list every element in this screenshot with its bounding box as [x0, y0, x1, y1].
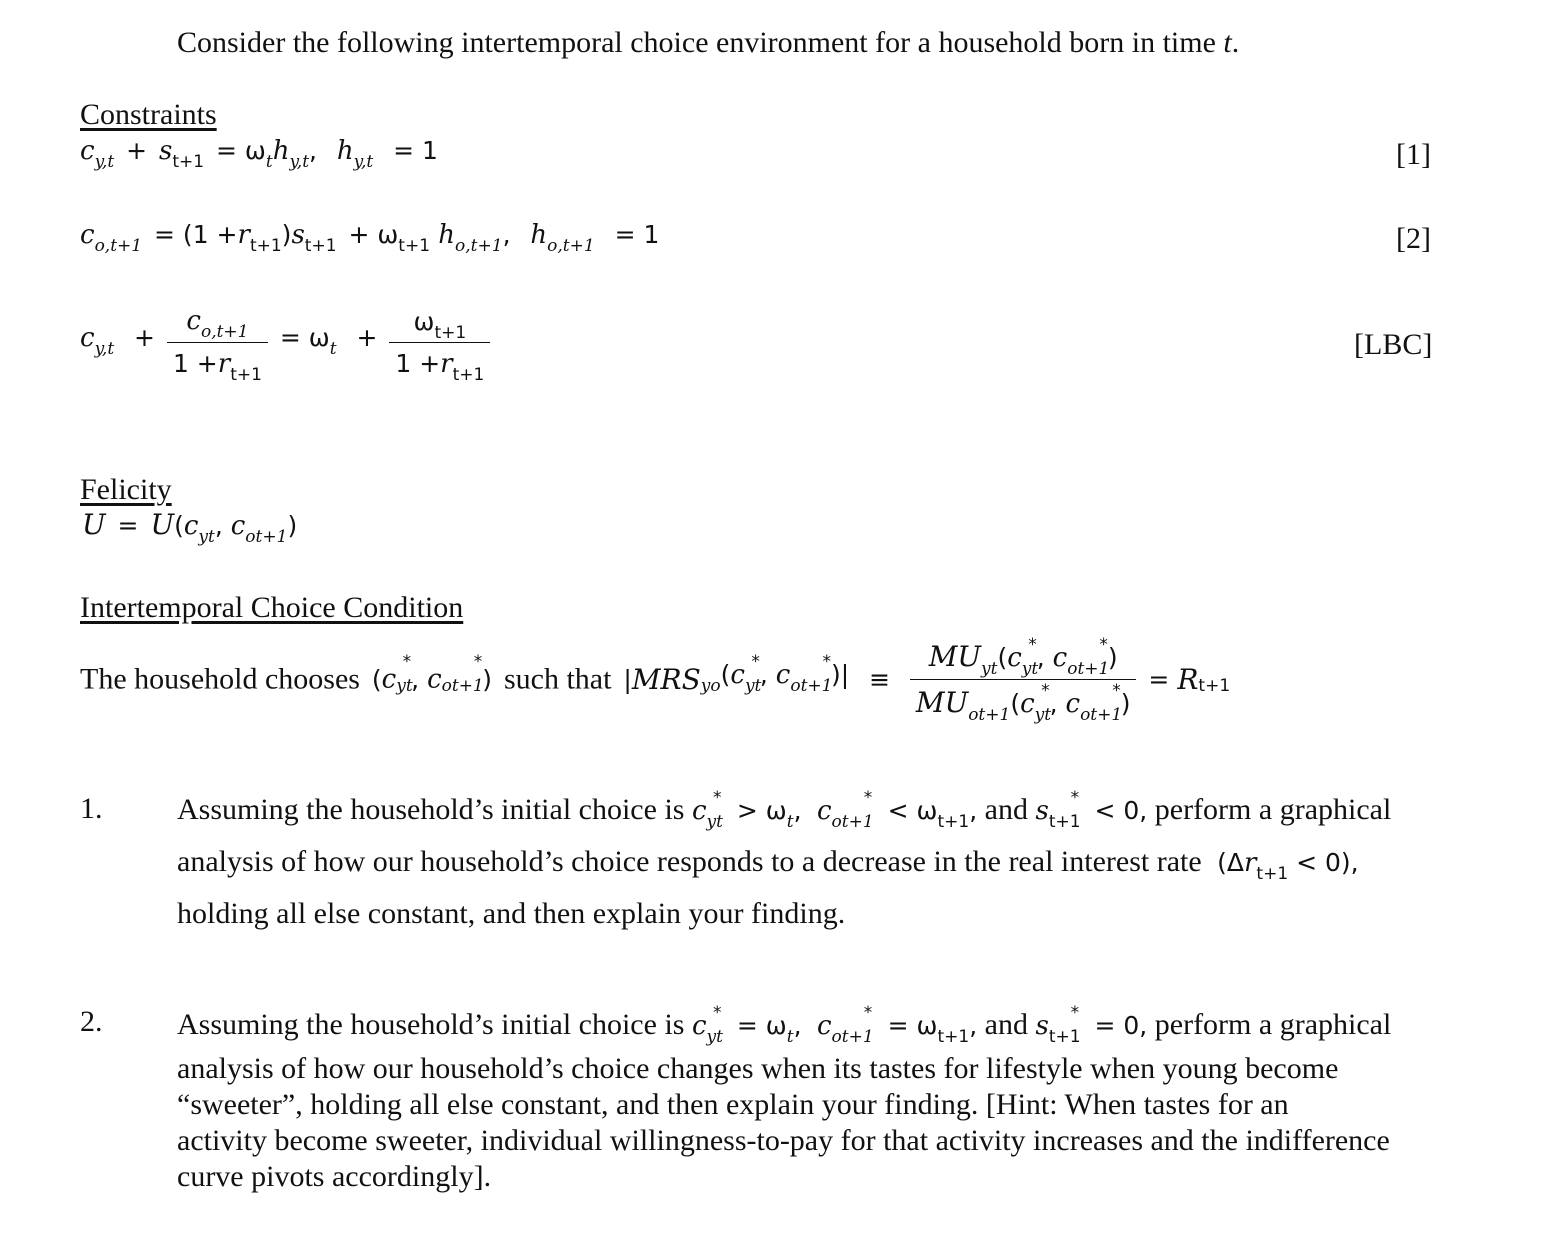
- icc-equation: The household chooses (cyt*, cot+1*) such that |MRSyo(cyt*, cot+1*)| ≡ $\frac{\text{MUyt(cyt*, cot+1*)}}{\text{MUot+1(cyt*, cot+1*)}}$ = Rt+1: [80, 635, 1231, 725]
- question-2-line4: activity become sweeter, individual willingness-to-pay for that activity increases and the indifference: [177, 1124, 1390, 1157]
- intro-text: Consider the following intertemporal choice environment for a household born in time: [177, 26, 1216, 59]
- icc-such-that: such that: [503, 662, 612, 696]
- question-1-and: and: [984, 793, 1028, 826]
- lbc-fraction-consumption: $\frac{co,t+1}{1 +rt+1}$: [167, 306, 268, 379]
- question-1-line3: holding all else constant, and then explain your finding.: [177, 897, 846, 930]
- question-1: Assuming the household’s initial choice is $c_{yt}^* > \omega_t$, $c_{ot+1}^* < \omega_{t+1}$, and $s_{t+1}^* < 0$, perform a graphical analysis of how our household’s choice responds to a decrease in the real interest rate $(\Delta r_{t+1} < 0)$, holding all else constant, and then explain your finding.: [177, 786, 1437, 937]
- question-1-lead: Assuming the household’s initial choice is: [177, 793, 685, 826]
- equation-tag-1: [1]: [1396, 138, 1431, 171]
- question-2-line3: “sweeter”, holding all else constant, and then explain your finding. [Hint: When tastes for an: [177, 1088, 1289, 1121]
- icc-heading: Intertemporal Choice Condition: [80, 591, 464, 624]
- equation-lbc: cy,t + $\frac{co,t+1}{1 +rt+1}$ = ωt + $\frac{\omega t+1}{1 +rt+1}$: [80, 306, 490, 379]
- intro-var: t: [1223, 26, 1232, 59]
- question-2-number: 2.: [80, 1005, 103, 1038]
- icc-lead: The household chooses: [80, 662, 360, 696]
- equation-2: co,t+1 = (1 +rt+1)st+1 + ωt+1 ho,t+1, ho,t+1 = 1: [80, 220, 660, 256]
- equation-tag-2: [2]: [1396, 222, 1431, 255]
- question-1-line2: analysis of how our household’s choice responds to a decrease in the real interest rate: [177, 845, 1202, 878]
- question-2-lead: Assuming the household’s initial choice is: [177, 1008, 685, 1041]
- equation-1: cy,t + st+1 = ωthy,t, hy,t = 1: [80, 136, 438, 172]
- question-2-and: and: [984, 1008, 1028, 1041]
- intro-line: [177, 26, 1239, 60]
- question-2-line5: curve pivots accordingly].: [177, 1160, 492, 1193]
- question-2-graphical: perform a graphical: [1154, 1008, 1392, 1041]
- question-1-number: 1.: [80, 792, 103, 825]
- question-2: Assuming the household’s initial choice is $c_{yt}^* = \omega_t$, $c_{ot+1}^* = \omega_{t+1}$, and $s_{t+1}^* = 0$, perform a graphical analysis of how our household’s choice changes when its tastes for lifestyle when young become “sweeter”, holding all else constant, and then explain your finding. [Hint: When tastes for an activity become sweeter, individual willingness-to-pay for that activity increases and the indifference curve pivots accordingly].: [177, 1003, 1437, 1195]
- felicity-equation: U = U(cyt, cot+1): [82, 508, 298, 547]
- icc-fraction: $\frac{\text{MUyt(cyt*, cot+1*)}}{\text{MUot+1(cyt*, cot+1*)}}$: [910, 640, 1137, 719]
- lbc-fraction-endowment: $\frac{\omega t+1}{1 +rt+1}$: [389, 307, 490, 379]
- question-1-graphical: perform a graphical: [1154, 793, 1392, 826]
- constraints-heading: Constraints: [80, 98, 217, 131]
- intro-end: .: [1231, 26, 1240, 59]
- felicity-heading: Felicity: [80, 473, 172, 506]
- question-2-line2: analysis of how our household’s choice changes when its tastes for lifestyle when young become: [177, 1052, 1339, 1085]
- equation-tag-lbc: [LBC]: [1354, 328, 1433, 361]
